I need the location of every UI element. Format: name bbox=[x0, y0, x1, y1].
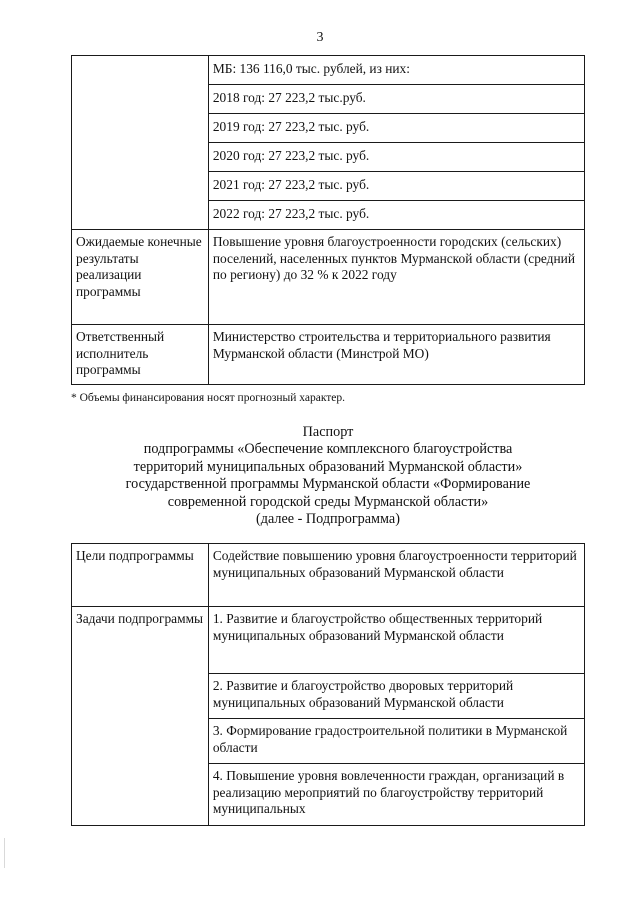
financing-2021: 2021 год: 27 223,2 тыс. руб. bbox=[208, 172, 584, 201]
goals-label: Цели подпрограммы bbox=[72, 544, 209, 607]
goals-value: Содействие повышению уровня благоустроенности территорий муниципальных образований Мурманской области bbox=[208, 544, 584, 607]
table-row bbox=[72, 607, 585, 674]
task-item: 2. Развитие и благоустройство дворовых территорий муниципальных образований Мурманской области bbox=[208, 674, 584, 719]
table-row bbox=[72, 56, 585, 85]
results-value: Повышение уровня благоустроенности городских (сельских) поселений, населенных пунктов Мурманской области (средний по региону) до 32 % к 2022 году bbox=[208, 230, 584, 325]
table-row bbox=[72, 325, 585, 385]
financing-2022: 2022 год: 27 223,2 тыс. руб. bbox=[208, 201, 584, 230]
page-number: 3 bbox=[316, 30, 324, 45]
passport-subtitle-line: государственной программы Мурманской области «Формирование bbox=[125, 476, 531, 493]
table-row bbox=[72, 230, 585, 325]
passport-subtitle-line: современной городской среды Мурманской области» bbox=[167, 493, 489, 510]
task-item: 3. Формирование градостроительной политики в Мурманской области bbox=[208, 719, 584, 764]
table-row bbox=[72, 544, 585, 607]
executor-label: Ответственный исполнитель программы bbox=[72, 325, 209, 385]
passport-subtitle-line: (далее - Подпрограмма) bbox=[256, 511, 400, 528]
financing-label-cell bbox=[72, 56, 209, 230]
executor-value: Министерство строительства и территориального развития Мурманской области (Минстрой МО) bbox=[208, 325, 584, 385]
subprogram-passport-table bbox=[71, 543, 585, 826]
financing-2019: 2019 год: 27 223,2 тыс. руб. bbox=[208, 114, 584, 143]
financing-2018: 2018 год: 27 223,2 тыс.руб. bbox=[208, 85, 584, 114]
program-summary-table bbox=[71, 55, 585, 385]
financing-total: МБ: 136 116,0 тыс. рублей, из них: bbox=[208, 56, 584, 85]
task-item: 4. Повышение уровня вовлеченности граждан, организаций в реализацию мероприятий по благоустройству территорий муниципальных bbox=[208, 764, 584, 826]
scan-artifact bbox=[4, 838, 5, 868]
financing-2020: 2020 год: 27 223,2 тыс. руб. bbox=[208, 143, 584, 172]
passport-subtitle-line: подпрограммы «Обеспечение комплексного благоустройства bbox=[143, 441, 513, 458]
tasks-label: Задачи подпрограммы bbox=[72, 607, 209, 826]
task-item: 1. Развитие и благоустройство общественных территорий муниципальных образований Мурманской области bbox=[208, 607, 584, 674]
results-label: Ожидаемые конечные результаты реализации программы bbox=[72, 230, 209, 325]
footnote: * Объемы финансирования носят прогнозный характер. bbox=[71, 392, 346, 404]
passport-heading bbox=[71, 424, 585, 528]
passport-subtitle-line: территорий муниципальных образований Мурманской области» bbox=[133, 458, 523, 475]
passport-title: Паспорт bbox=[302, 424, 354, 440]
